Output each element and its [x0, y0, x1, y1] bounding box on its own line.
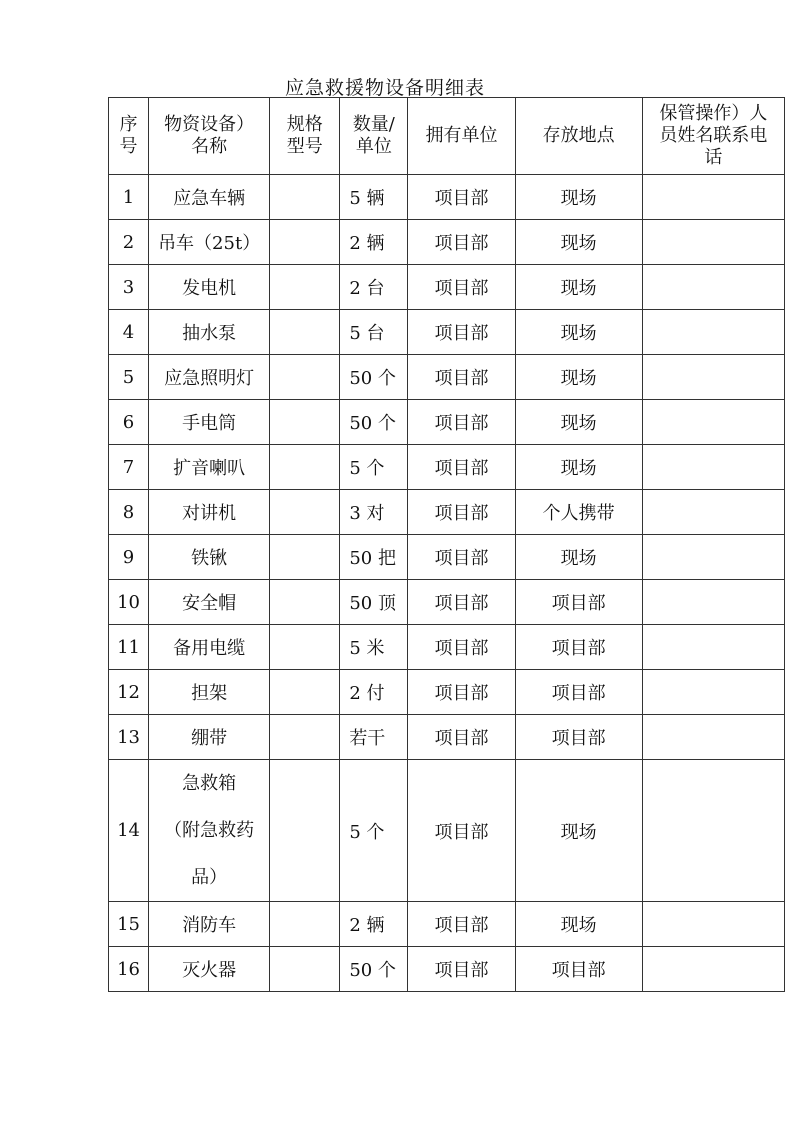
cell-contact [642, 400, 784, 445]
cell-qty: 2 辆 [340, 220, 408, 265]
table-row [109, 535, 785, 580]
cell-spec [270, 760, 340, 902]
cell-contact [642, 947, 784, 992]
cell-owner: 项目部 [408, 355, 515, 400]
cell-name [149, 760, 270, 902]
cell-contact [642, 220, 784, 265]
header-owner: 拥有单位 [408, 98, 515, 175]
cell-name: 应急照明灯 [149, 355, 270, 400]
cell-location: 现场 [515, 265, 642, 310]
cell-qty: 50 个 [340, 400, 408, 445]
cell-spec [270, 490, 340, 535]
cell-contact [642, 490, 784, 535]
table-row [109, 265, 785, 310]
cell-name: 对讲机 [149, 490, 270, 535]
cell-spec [270, 670, 340, 715]
cell-spec [270, 400, 340, 445]
cell-location: 现场 [515, 310, 642, 355]
table-row [109, 445, 785, 490]
cell-qty: 若干 [340, 715, 408, 760]
document-title: 应急救援物设备明细表 [284, 77, 485, 99]
cell-spec [270, 625, 340, 670]
cell-name: 应急车辆 [149, 175, 270, 220]
cell-qty: 5 米 [340, 625, 408, 670]
table-row [109, 400, 785, 445]
cell-qty: 2 辆 [340, 902, 408, 947]
cell-location: 项目部 [515, 670, 642, 715]
header-seq [109, 98, 149, 175]
table-row [109, 715, 785, 760]
cell-spec [270, 715, 340, 760]
header-seq-line-2: 号 [119, 136, 138, 157]
table-row [109, 355, 785, 400]
cell-contact [642, 625, 784, 670]
header-name-line-2: 名称 [191, 136, 228, 157]
cell-owner: 项目部 [408, 580, 515, 625]
cell-seq: 16 [109, 947, 149, 992]
cell-contact [642, 670, 784, 715]
equipment-table [108, 97, 785, 992]
cell-name: 安全帽 [149, 580, 270, 625]
cell-owner: 项目部 [408, 535, 515, 580]
cell-seq: 13 [109, 715, 149, 760]
cell-owner: 项目部 [408, 400, 515, 445]
cell-spec [270, 947, 340, 992]
cell-owner: 项目部 [408, 175, 515, 220]
header-qty-line-2: 单位 [355, 136, 392, 157]
table-row [109, 625, 785, 670]
cell-owner: 项目部 [408, 902, 515, 947]
cell-seq: 15 [109, 902, 149, 947]
cell-qty: 50 把 [340, 535, 408, 580]
cell-seq: 3 [109, 265, 149, 310]
cell-contact [642, 310, 784, 355]
header-contact-line-2: 员姓名联系电 [659, 125, 768, 146]
cell-qty: 5 辆 [340, 175, 408, 220]
cell-spec [270, 265, 340, 310]
cell-name: 抽水泵 [149, 310, 270, 355]
cell-qty: 5 个 [340, 760, 408, 902]
cell-name: 备用电缆 [149, 625, 270, 670]
cell-contact [642, 355, 784, 400]
cell-spec [270, 580, 340, 625]
cell-name: 灭火器 [149, 947, 270, 992]
cell-contact [642, 445, 784, 490]
cell-qty: 2 台 [340, 265, 408, 310]
table-row [109, 220, 785, 265]
cell-seq: 14 [109, 760, 149, 902]
cell-location: 项目部 [515, 715, 642, 760]
cell-location: 项目部 [515, 625, 642, 670]
header-contact-line-1: 保管操作）人 [659, 103, 768, 124]
header-qty [340, 98, 408, 175]
table-row [109, 175, 785, 220]
cell-spec [270, 535, 340, 580]
table-row [109, 760, 785, 902]
cell-location: 项目部 [515, 947, 642, 992]
cell-seq: 12 [109, 670, 149, 715]
table-row [109, 902, 785, 947]
cell-spec [270, 310, 340, 355]
cell-spec [270, 902, 340, 947]
cell-owner: 项目部 [408, 445, 515, 490]
cell-owner: 项目部 [408, 625, 515, 670]
cell-name-line-3: 品） [191, 867, 228, 888]
header-spec-line-2: 型号 [286, 136, 323, 157]
cell-location: 现场 [515, 220, 642, 265]
header-name [149, 98, 270, 175]
cell-qty: 5 个 [340, 445, 408, 490]
cell-seq: 7 [109, 445, 149, 490]
header-qty-line-1: 数量/ [352, 114, 395, 135]
cell-location: 现场 [515, 400, 642, 445]
cell-contact [642, 760, 784, 902]
header-location: 存放地点 [515, 98, 642, 175]
cell-seq: 1 [109, 175, 149, 220]
table-row [109, 490, 785, 535]
cell-seq: 10 [109, 580, 149, 625]
cell-owner: 项目部 [408, 760, 515, 902]
header-spec-line-1: 规格 [286, 114, 323, 135]
table-row [109, 310, 785, 355]
cell-spec [270, 445, 340, 490]
cell-qty: 3 对 [340, 490, 408, 535]
cell-name: 扩音喇叭 [149, 445, 270, 490]
cell-seq: 11 [109, 625, 149, 670]
cell-contact [642, 175, 784, 220]
cell-spec [270, 175, 340, 220]
cell-location: 现场 [515, 445, 642, 490]
cell-seq: 6 [109, 400, 149, 445]
cell-seq: 9 [109, 535, 149, 580]
cell-qty: 50 顶 [340, 580, 408, 625]
cell-owner: 项目部 [408, 715, 515, 760]
cell-owner: 项目部 [408, 265, 515, 310]
cell-location: 现场 [515, 902, 642, 947]
cell-owner: 项目部 [408, 947, 515, 992]
table-row [109, 670, 785, 715]
cell-location: 现场 [515, 175, 642, 220]
cell-qty: 50 个 [340, 355, 408, 400]
cell-contact [642, 535, 784, 580]
table-row [109, 580, 785, 625]
header-spec [270, 98, 340, 175]
cell-contact [642, 715, 784, 760]
cell-owner: 项目部 [408, 490, 515, 535]
cell-location: 个人携带 [515, 490, 642, 535]
table-row [109, 947, 785, 992]
header-contact-line-3: 话 [704, 147, 723, 168]
header-contact [642, 98, 784, 175]
cell-location: 现场 [515, 355, 642, 400]
table-body [109, 175, 785, 992]
cell-seq: 4 [109, 310, 149, 355]
cell-seq: 2 [109, 220, 149, 265]
cell-name: 发电机 [149, 265, 270, 310]
header-seq-line-1: 序 [119, 114, 138, 135]
cell-owner: 项目部 [408, 670, 515, 715]
cell-name: 铁锹 [149, 535, 270, 580]
cell-owner: 项目部 [408, 220, 515, 265]
cell-location: 项目部 [515, 580, 642, 625]
cell-location: 现场 [515, 760, 642, 902]
cell-owner: 项目部 [408, 310, 515, 355]
cell-name-line-2: （附急救药 [164, 820, 255, 841]
cell-name: 手电筒 [149, 400, 270, 445]
cell-seq: 8 [109, 490, 149, 535]
cell-contact [642, 580, 784, 625]
cell-location: 现场 [515, 535, 642, 580]
cell-name: 绷带 [149, 715, 270, 760]
cell-spec [270, 355, 340, 400]
cell-name: 消防车 [149, 902, 270, 947]
cell-qty: 2 付 [340, 670, 408, 715]
cell-contact [642, 902, 784, 947]
cell-name: 吊车（25t） [149, 220, 270, 265]
cell-qty: 50 个 [340, 947, 408, 992]
cell-name-line-1: 急救箱 [182, 773, 237, 794]
cell-qty: 5 台 [340, 310, 408, 355]
cell-spec [270, 220, 340, 265]
cell-contact [642, 265, 784, 310]
header-name-line-1: 物资设备） [164, 114, 255, 135]
table-header-row [109, 98, 785, 175]
cell-name: 担架 [149, 670, 270, 715]
cell-seq: 5 [109, 355, 149, 400]
